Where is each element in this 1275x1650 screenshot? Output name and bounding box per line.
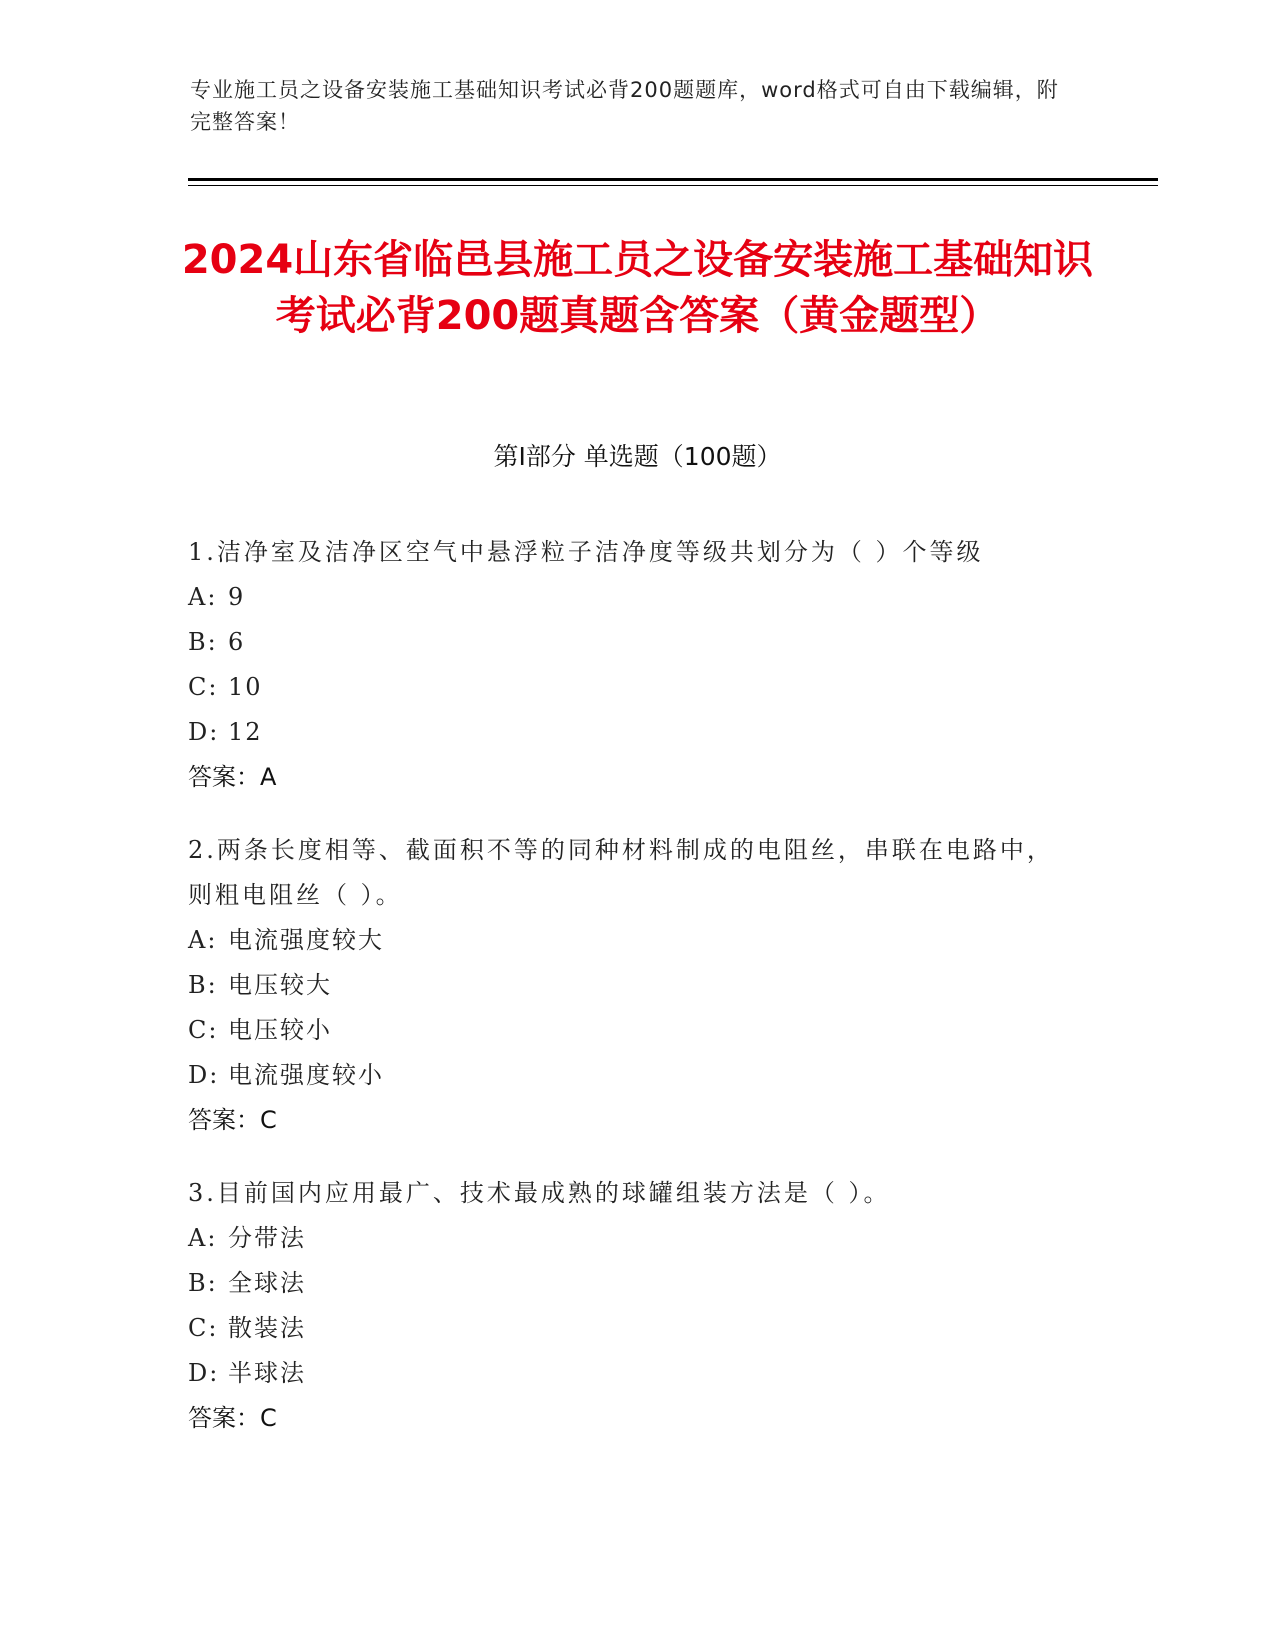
option-text: 12 [228,718,263,746]
document-title: 2024山东省临邑县施工员之设备安装施工基础知识考试必背200题真题含答案（黄金题型） [181,237,1094,339]
option-text: 6 [228,628,246,656]
option-letter: D: [188,1061,220,1089]
option-letter: A: [188,1224,218,1252]
option-b [188,1261,1078,1306]
header-divider-thin [188,185,1158,186]
option-text: 分带法 [228,1224,306,1252]
option-letter: C: [188,1314,219,1342]
option-text: 9 [228,583,246,611]
option-c [188,1306,1078,1351]
option-a [188,575,1078,620]
option-letter: A: [188,926,218,954]
option-d [188,1351,1078,1396]
header-divider-thick [188,178,1158,181]
option-text: 散装法 [228,1314,306,1342]
option-text: 电流强度较小 [228,1061,384,1089]
option-text: 全球法 [228,1269,306,1297]
option-d [188,710,1078,755]
header-note: 专业施工员之设备安装施工基础知识考试必背200题题库，word格式可自由下载编辑，附完整答案！ [190,78,1059,134]
section-heading: 第Ⅰ部分 单选题（100题） [493,442,782,471]
option-letter: A: [188,583,218,611]
option-letter: B: [188,1269,218,1297]
question-list [188,530,1078,1469]
option-c [188,1008,1078,1053]
question-3 [188,1171,1078,1441]
question-stem: 1.洁净室及洁净区空气中悬浮粒子洁净度等级共划分为（ ）个等级 [188,538,984,566]
option-b [188,620,1078,665]
option-text: 10 [228,673,263,701]
question-2 [188,828,1078,1143]
option-letter: B: [188,971,218,999]
option-text: 电流强度较大 [228,926,384,954]
option-c [188,665,1078,710]
option-d [188,1053,1078,1098]
option-letter: B: [188,628,218,656]
option-b [188,963,1078,1008]
option-text: 半球法 [228,1359,306,1387]
option-letter: C: [188,673,219,701]
answer-line: 答案：A [188,763,277,791]
option-letter: C: [188,1016,219,1044]
option-letter: D: [188,718,220,746]
question-stem: 2.两条长度相等、截面积不等的同种材料制成的电阻丝，串联在电路中，则粗电阻丝（ ）。 [188,836,1054,909]
option-a [188,918,1078,963]
option-a [188,1216,1078,1261]
question-stem: 3.目前国内应用最广、技术最成熟的球罐组装方法是（ ）。 [188,1179,891,1207]
question-1 [188,530,1078,800]
answer-line: 答案：C [188,1106,277,1134]
option-letter: D: [188,1359,220,1387]
option-text: 电压较小 [228,1016,332,1044]
option-text: 电压较大 [228,971,332,999]
answer-line: 答案：C [188,1404,277,1432]
